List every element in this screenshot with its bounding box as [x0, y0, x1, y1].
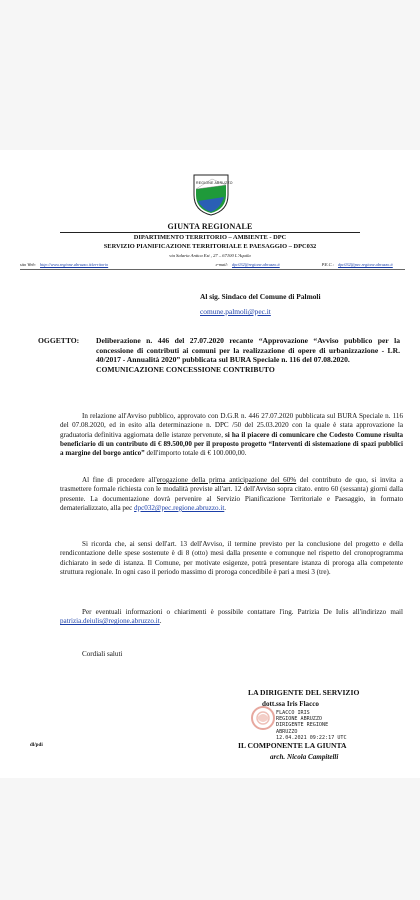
digital-signature-block — [276, 710, 347, 741]
email-label: e-mail: — [215, 262, 228, 267]
web-label: sito Web: — [20, 262, 36, 267]
paragraph-2 — [60, 476, 403, 513]
pec-link[interactable]: dpc032@pec.regione.abruzzo.it — [338, 262, 393, 267]
office-address: via Salaria Antica Est , 27 – 67100 L'Aquila — [169, 253, 251, 258]
subject-text — [96, 336, 400, 374]
department-line-1: DIPARTIMENTO TERRITORIO – AMBIENTE - DPC — [133, 234, 287, 241]
paragraph-2-intro: Al fine di procedere all' — [82, 476, 157, 484]
contact-divider — [20, 269, 405, 270]
paragraph-4 — [60, 608, 403, 627]
giunta-regionale-heading: GIUNTA REGIONALE — [167, 222, 253, 231]
digisig-line: REGIONE ABRUZZO — [276, 716, 323, 723]
signatory-name: dott.ssa Iris Flacco — [262, 700, 319, 708]
paragraph-4-end: . — [159, 617, 162, 626]
paragraph-1-bold: si ha il piacere di comunicare che Codesto Comune risulta beneficiario di un contributo di € 89.500,00 per il proposto progetto “Interventi di sistemazione di spazi pubblici a margine del borgo antico” — [60, 430, 403, 458]
logo-label: REGIONE ABRUZZO — [196, 181, 233, 185]
recipient-name: Al sig. Sindaco del Comune di Palmoli — [200, 292, 321, 301]
digisig-timestamp: 12.04.2021 09:22:17 UTC — [276, 734, 347, 741]
paragraph-2-end: . — [224, 503, 227, 512]
digisig-line: ABRUZZO — [276, 728, 298, 735]
closing-text: Cordiali saluti — [82, 650, 123, 658]
pec-label: P.E.C.: — [321, 262, 334, 267]
paragraph-1 — [60, 412, 403, 458]
contact-email-link[interactable]: patrizia.deiulis@regione.abruzzo.it — [60, 617, 160, 626]
recipient-email-link[interactable]: comune.palmoli@pec.it — [200, 307, 271, 316]
paragraph-1-intro: In relazione all'Avviso pubblico, approvato con D.G.R n. 446 27.07.2020 pubblicata sul BURA Speciale n. 116 del 07.08.2020, ed in esito alla determinazione n. DPC /50 del 25.03.2020 con la quale è stata approvazione la graduatoria definitiva aggiornata delle istanze pervenute, — [60, 412, 403, 439]
regione-abruzzo-logo — [190, 165, 232, 217]
department-line-2: SERVIZIO PIANIFICAZIONE TERRITORIALE E PAESAGGIO – DPC032 — [103, 243, 317, 250]
paragraph-2-underline: erogazione della prima anticipazione del 60% — [156, 476, 297, 484]
council-member-name: arch. Nicola Campitelli — [270, 753, 339, 761]
header-divider — [60, 232, 360, 233]
subject-label: OGGETTO: — [38, 336, 80, 345]
background-bottom — [0, 778, 420, 900]
digisig-line: FLACCO IRIS — [276, 710, 310, 716]
closing-greeting — [60, 650, 122, 658]
council-member-title: IL COMPONENTE LA GIUNTA — [238, 741, 347, 750]
paragraph-1-end: dell'importo totale di € 100.000,00. — [144, 449, 247, 458]
contact-line — [20, 262, 405, 267]
subject-heading: COMUNICAZIONE CONCESSIONE CONTRIBUTO — [96, 364, 275, 374]
subject-main: Deliberazione n. 446 del 27.07.2020 recante “Approvazione “Avviso pubblico per la concessione di contributi ai comuni per la realizzazione di opere di urbanizzazione - LR. 40/2017 - Annualità 2020” pubblicata sul BURA Speciale n. 116 del 07.08.2020. — [96, 336, 400, 365]
web-link[interactable]: http://www.regione.abruzzo.it/territorio — [40, 262, 109, 267]
paragraph-3 — [60, 540, 403, 577]
digisig-line: DIRIGENTE REGIONE — [276, 722, 329, 729]
paragraph-4-text: Per eventuali informazioni o chiarimenti è possibile contattare l'ing. Patrizia De Iulis all'indirizzo mail — [82, 608, 403, 616]
digital-signature-seal-icon — [250, 705, 276, 731]
paragraph-3-text: Si ricorda che, ai sensi dell'art. 13 dell'Avviso, il termine previsto per la conclusione del progetto e della rendicontazione delle spese sostenute è di 8 (otto) mesi dalla presente e comunque nel rispetto del cronoprogramma dichiarato in sede di istanza. Il Comune, per motivate esigenze, potrà presentare istanza di proroga alla competente struttura regionale. In ogni caso il periodo massimo di proroga concedibile è pari a mesi 3 (tre). — [60, 540, 403, 576]
pec-submission-link[interactable]: dpc032@pec.regione.abruzzo.it — [134, 503, 225, 512]
paragraph-2-body: del contributo de quo, si invita a trasmettere formale richiesta con le modalità previste all'art. 12 dell'Avviso sopra citato. entro 60 (sessanta) giorni dalla presente. La documentazione dovrà pervenire al Servizio Pianificazione Territoriale e Paesaggio, in formato dematerializzato, alla pec — [60, 476, 403, 512]
signatory-title: LA DIRIGENTE DEL SERVIZIO — [248, 688, 360, 697]
author-initials: dl/pdi — [30, 742, 43, 748]
email-link[interactable]: dpc032@regione.abruzzo.it — [232, 262, 280, 267]
background-top — [0, 0, 420, 150]
